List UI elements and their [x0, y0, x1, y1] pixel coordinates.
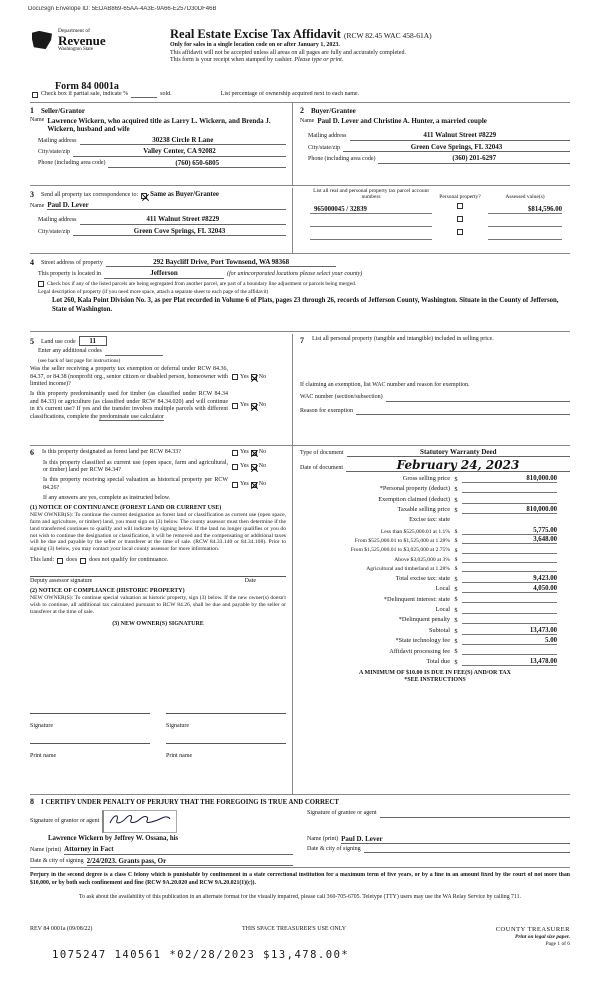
- tax-row: [300, 536, 570, 544]
- grantee-certification: Signature of grantee or agent Name (print) Paul D. Lever Date & city of signing: [307, 808, 570, 868]
- tax-row: [300, 637, 570, 645]
- dept-of-label: Department of: [58, 28, 90, 34]
- tax-row-value: 810,000.00: [462, 506, 557, 514]
- s6q2-no-checkbox[interactable]: [251, 464, 257, 470]
- parcel-number: 965000045 / 32839: [310, 206, 432, 214]
- assessed-value: $814,596.00: [488, 206, 562, 214]
- legal-description-label: Legal description of property (if you need more space, attach a separate sheet to each page of the affidavit): [38, 288, 269, 295]
- property-street: 292 Baycliff Drive, Port Townsend, WA 98368: [106, 258, 337, 267]
- tax-row: [300, 546, 570, 554]
- treasurer-space-label: THIS SPACE TREASURER'S USE ONLY: [241, 926, 347, 932]
- tax-row: [300, 516, 570, 524]
- personal-property-section: 7 List all personal property (tangible and intangible) included in selling price. If claiming an exemption, list WAC number and reason for exemption. WAC number (section/subsection) Reason for exemption: [293, 334, 570, 445]
- deputy-date-label: Date: [244, 577, 256, 584]
- tax-row-dollar: $: [454, 648, 458, 656]
- tax-row-dollar: $: [454, 596, 458, 604]
- new-owner-print-name-line-2[interactable]: [166, 732, 286, 744]
- timber-question-row: Is this property predominantly used for timber (as classified under RCW 84.34 and 84.33) or agriculture (as classified under RCW 84.34.020) and will continue in it's current use? If yes and the transfer involves multiple parcels with different classifications, complete the predominate use calculator Yes No: [30, 391, 267, 420]
- assessed-value: [488, 239, 562, 240]
- same-as-buyer-checkbox[interactable]: [141, 193, 147, 199]
- tax-row-dollar: $: [454, 575, 458, 583]
- washington-state-icon: [30, 30, 54, 50]
- landuse-and-personal-property: [30, 334, 570, 446]
- grantee-signature-line[interactable]: [380, 811, 570, 818]
- tax-row-dollar: $: [454, 528, 458, 535]
- forest-land-question: 6 Is this property designated as forest land per RCW 84.33? Yes No: [30, 448, 267, 457]
- s6q3-yes-checkbox[interactable]: [232, 482, 238, 488]
- tax-row-label: Total due: [426, 657, 450, 665]
- parcel-section: [293, 188, 570, 253]
- tax-row-dollar: $: [454, 538, 458, 545]
- s6q2-yes-checkbox[interactable]: [232, 464, 238, 470]
- additional-codes-note: (see back of last page for instructions): [38, 357, 121, 364]
- tax-row: [300, 658, 570, 666]
- tax-row-value: 4,050.00: [462, 585, 557, 593]
- same-as-buyer-label: Same as Buyer/Grantee: [150, 190, 219, 198]
- county-note: (for unincorporated locations please select your county): [227, 271, 363, 278]
- tax-row-label: *Personal property (deduct): [379, 485, 450, 493]
- tax-row-value: [462, 496, 557, 504]
- tax-row-value: 13,473.00: [462, 627, 557, 635]
- legal-size-note: Print on legal size paper.: [515, 934, 570, 940]
- land-qualify-row: This land: does does not qualify for continuance.: [30, 557, 169, 564]
- land-use-code[interactable]: 11: [79, 336, 107, 346]
- assessed-value: [488, 226, 562, 227]
- parcel-rows: [310, 201, 570, 240]
- tax-row-label: Taxable selling price: [397, 506, 450, 514]
- personal-property-checkbox[interactable]: [457, 203, 463, 209]
- tax-row-value: [462, 546, 557, 554]
- tax-row: [300, 475, 570, 483]
- certification-section: 8 I CERTIFY UNDER PENALTY OF PERJURY THAT THE FOREGOING IS TRUE AND CORRECT Signature of grantor or agent Lawrence Wickern by Jeffrey W. Ossana, his Name (print) Attorney in Fact Date & city of signing 2/24/2023. Grants pass, Or Signature of grantee or agent Name (print) Paul D. Lever Date & city of signing: [30, 794, 570, 868]
- dor-logo: [30, 28, 158, 52]
- document-date: February 24, 2023: [346, 459, 570, 472]
- personal-property-checkbox[interactable]: [457, 216, 463, 222]
- tax-row: [300, 647, 570, 655]
- buyer-mailing: 411 Walnut Street #8229: [350, 131, 571, 140]
- exemption-reason-blank[interactable]: [356, 408, 570, 415]
- form-number: Form 84 0001a: [55, 81, 119, 92]
- tax-row-value: [462, 647, 557, 655]
- certification-title: I CERTIFY UNDER PENALTY OF PERJURY THAT THE FOREGOING IS TRUE AND CORRECT: [41, 799, 339, 806]
- predominate-use-calculator-link[interactable]: predominate use calculator: [99, 413, 164, 420]
- tax-row: [300, 627, 570, 635]
- parcel-table-header: List all real and personal property tax parcel account numbers Personal property? Assessed value(s): [313, 188, 545, 201]
- answers-yes-instruction: If any answers are yes, complete as instructed below.: [43, 494, 171, 501]
- tax-computation-section: Type of document Statutory Warranty Deed Date of document February 24, 2023 Gross selling price $ 810,000.00 *Personal property (deduct) $ Exemption claimed (deduct) $ Taxable selling price $ 810,000.00 Excise tax: state Less than $525,000.01 at 1.1% $ 5,775.00 From $525,000.01 to $1,525,000 at 1.28% $ 3,648.00 From $1,525,000.01 to $3,025,000 at 2.75% $ Above $3,025,000 at 3% $ Agricultural and timberland at 1.28% $ Total excise tax: state $ 9,423.00 Local $ 4,050.00 *Delinquent interest: state $ Local $ *Delinquent penalty $ Subtotal $ 13,473.00 *State technology fee $ 5.00 Affidavit processing fee $ Total due $ 13,478.00 A MINIMUM OF $10.00 IS DUE IN FEE(S) AND/OR TAX *SEE INSTRUCTIONS: [293, 446, 570, 794]
- current-use-question: Is this property classified as current use (open space, farm and agricultural, or timber) land per RCW 84.34? Yes No: [43, 459, 267, 473]
- tax-row-dollar: $: [454, 556, 458, 563]
- historic-property-question: Is this property receiving special valuation as historical property per RCW 84.26? Yes No: [43, 477, 267, 491]
- correspondence-mailing: 411 Walnut Street #8229: [80, 215, 287, 224]
- tax-row-label: Subtotal: [429, 626, 450, 634]
- personal-property-blank-area[interactable]: [300, 348, 570, 382]
- parcel-number: [310, 239, 432, 240]
- tax-row-label: Excise tax: state: [409, 516, 450, 524]
- tax-row: [300, 564, 570, 572]
- tax-row-value: [462, 606, 557, 614]
- treasurer-stamp: 1075247 140561 *02/28/2023 $13,478.00*: [52, 949, 350, 961]
- property-section: 4 Street address of property 292 Baycliff Drive, Port Townsend, WA 98368 This property is located in Jefferson (for unincorporated locations please select your county) Check box if any of the listed parcels are being segregated from another parcel, are part of a boundary line adjustment or parcels being merged. Legal description of property (if you need more space, attach a separate sheet to each page of the affidavit) Lot 260, Kala Point Division No. 3, as per Plat recorded in Volume 6 of Plats, pages 23 through 26, records of Jefferson County, Washington. Situate in the County of Jefferson, State of Washington.: [30, 256, 570, 332]
- ownership-note: List percentage of ownership acquired next to each name.: [220, 91, 360, 97]
- tax-row-label: Local: [435, 585, 450, 593]
- tax-row-dollar: $: [454, 566, 458, 573]
- grantor-signature[interactable]: [102, 810, 177, 833]
- tax-row-dollar: $: [454, 606, 458, 614]
- tax-row-value: 3,648.00: [462, 536, 557, 544]
- tax-row-label: Less than $525,000.01 at 1.1%: [380, 528, 450, 535]
- tax-row-value: 13,478.00: [462, 658, 557, 666]
- correspondence-and-parcels: [30, 188, 570, 254]
- tax-row-dollar: $: [454, 547, 458, 554]
- s5q2-no-checkbox[interactable]: [251, 403, 257, 409]
- segregated-checkbox[interactable]: [38, 281, 44, 287]
- seller-name: Lawrence Wickern, who acquired title as Larry L. Wickern, and Brenda J. Wickern, husband and wife: [47, 117, 271, 134]
- tax-row-label: *Delinquent interest: state: [383, 595, 450, 603]
- parties-section: [30, 102, 570, 186]
- tax-row-label: Agricultural and timberland at 1.28%: [366, 566, 450, 573]
- buyer-city: Green Cove Springs, FL 32043: [343, 143, 570, 152]
- land-does-not-checkbox[interactable]: [80, 558, 86, 564]
- tax-row-dollar: $: [454, 586, 458, 594]
- tax-row-label: From $525,000.01 to $1,525,000 at 1.28%: [354, 537, 450, 544]
- personal-property-checkbox[interactable]: [457, 229, 463, 235]
- grantor-printed-line: Lawrence Wickern by Jeffrey W. Ossana, his: [48, 835, 179, 842]
- tax-row-value: [462, 595, 557, 603]
- header-note-1: Only for sales in a single location code on or after January 1, 2023.: [170, 41, 340, 48]
- grantor-name-print: Attorney in Fact: [64, 845, 293, 854]
- correspondence-name: Paul D. Lever: [47, 201, 286, 210]
- header-note-2: This affidavit will not be accepted unless all areas on all pages are fully and accurately completed.: [170, 49, 406, 56]
- tax-row-value: 5.00: [462, 637, 557, 645]
- tax-row: [300, 606, 570, 614]
- tax-row: [300, 527, 570, 535]
- correspondence-city: Green Cove Springs, FL 32043: [73, 227, 286, 236]
- county-treasurer-label: COUNTY TREASURER: [495, 926, 570, 933]
- tax-row: [300, 485, 570, 493]
- tax-row: [300, 585, 570, 593]
- additional-codes-blank[interactable]: [105, 349, 163, 356]
- legal-description: Lot 260, Kala Point Division No. 3, as per Plat recorded in Volume 6 of Plats, pages 23 through 26, records of Jefferson County, Washington. Situate in the County of Jefferson, State of Washington.: [52, 296, 559, 313]
- deputy-assessor-label: Deputy assessor signature: [30, 577, 93, 584]
- revenue-label: Revenue: [58, 33, 106, 48]
- tax-row-label: *Delinquent penalty: [398, 616, 450, 624]
- tax-row-label: Affidavit processing fee: [389, 647, 450, 655]
- rev-number: REV 84 0001a (09/08/22): [30, 926, 93, 932]
- parcel-row: [310, 227, 570, 240]
- washington-state-label: Washington State: [58, 47, 94, 52]
- notice-compliance-body: NEW OWNER(S): To continue special valuation as historic property, sign (3) below. If the new owner(s) doesn't wish to continue, all additional tax calculated pursuant to RCW 84.26, shall be due and payable by the seller or transferer at the time of sale.: [30, 595, 286, 615]
- seller-city: Valley Center, CA 92082: [73, 147, 286, 156]
- parcel-table: [310, 188, 570, 240]
- alt-format-note: To ask about the availability of this publication in an alternate format for the visually impaired, please call 360-705-6705. Teletype (TTY) users may use the WA Relay Service by calling 711.: [79, 894, 521, 900]
- partial-sale-percent-blank[interactable]: [131, 91, 157, 98]
- tax-row-value: [462, 564, 557, 572]
- new-owner-signature-line-1[interactable]: [30, 628, 150, 714]
- tax-row-dollar: $: [454, 496, 458, 504]
- partial-sale-checkbox[interactable]: [32, 92, 38, 98]
- tax-row-label: Gross selling price: [402, 474, 450, 482]
- s6q1-yes-checkbox[interactable]: [232, 450, 238, 456]
- form-title: Real Estate Excise Tax Affidavit: [170, 28, 341, 41]
- designation-section: 6 Is this property designated as forest land per RCW 84.33? Yes No Is this property classified as current use (open space, farm and agricultural, or timber) land per RCW 84.34? Yes No Is this property receiving special valuation as historical property per RCW 84.26? Yes No If any answers are yes, complete as instructed below. (1) NOTICE OF CONTINUANCE (FOREST LAND OR CURRENT USE) NEW OWNER(S): To continue the current designation as forest land or classification as current use (open space, farm and agriculture, or timber) land, you must sign on (3) below. The county assessor must then determine if the land transferred continues to qualify and will indicate by signing below. If the land no longer qualifies or you do not wish to continue the designation or classification, it will be removed and the compensating or additional taxes will be due and payable by the seller or transferer at the time of sale. (RCW 84.33.140 or 84.34.108). Prior to signing (3) below, you may contact your local county assessor for more information. This land: does does not qualify for continuance. Deputy assessor signature Date (2) NOTICE OF COMPLIANCE (HISTORIC PROPERTY) NEW OWNER(S): To continue special valuation as historic property, sign (3) below. If the new owner(s) doesn't wish to continue, all additional tax calculated pursuant to RCW 84.26, shall be due and payable by the seller or transferer at the time of sale. (3) NEW OWNER(S) SIGNATURE Signature Signature Print name Print name: [30, 446, 293, 794]
- page-number: Page 1 of 6: [545, 941, 570, 947]
- land-does-checkbox[interactable]: [57, 558, 63, 564]
- grantor-certification: Signature of grantor or agent Lawrence Wickern by Jeffrey W. Ossana, his Name (print) Attorney in Fact Date & city of signing 2/24/2023. Grants pass, Or: [30, 808, 293, 868]
- tax-row-dollar: $: [454, 617, 458, 625]
- tax-row-value: [462, 555, 557, 563]
- tax-row: [300, 555, 570, 563]
- property-county: Jefferson: [104, 269, 224, 278]
- docusign-envelope-id: DocuSign Envelope ID: 5EDAB869-65AA-4A3E-9A66-E257D30DF46B: [28, 6, 217, 12]
- parcel-number: [310, 226, 432, 227]
- seller-section: 1 Seller/Grantor Name Lawrence Wickern, who acquired title as Larry L. Wickern, and Brenda J. Wickern, husband and wife Mailing address 30238 Circle R Lane City/state/zip Valley Center, CA 92082 Phone (including area code) (760) 650-6805: [30, 103, 293, 185]
- tax-row: [300, 506, 570, 514]
- tax-row-value: 5,775.00: [462, 527, 557, 535]
- tax-row-label: From $1,525,000.01 to $3,025,000 at 2.75%: [350, 547, 450, 554]
- partial-sale-row: Check box if partial sale, indicate % sold. List percentage of ownership acquired next to each name.: [32, 91, 570, 99]
- minimum-fee-note: A MINIMUM OF $10.00 IS DUE IN FEE(S) AND/OR TAX: [359, 669, 511, 676]
- tax-row-dollar: $: [454, 486, 458, 494]
- title-block: [170, 28, 432, 65]
- seller-mailing: 30238 Circle R Lane: [80, 136, 287, 145]
- signature-squiggle-icon: [108, 812, 172, 826]
- tax-row-dollar: $: [454, 475, 458, 483]
- grantor-date-city: 2/24/2023. Grants pass, Or: [87, 857, 293, 866]
- segregated-note: Check box if any of the listed parcels are being segregated from another parcel, are part of a boundary line adjustment or parcels being merged.: [47, 280, 357, 287]
- tax-row-value: [462, 485, 557, 493]
- buyer-name: Paul D. Lever and Christine A. Hunter, a married couple: [317, 117, 487, 125]
- grantee-date-city-line[interactable]: [364, 846, 570, 853]
- tax-row-dollar: $: [454, 638, 458, 646]
- tax-row-label: Total excise tax: state: [395, 574, 450, 582]
- exemption-claim-text: If claiming an exemption, list WAC number and reason for exemption.: [300, 381, 470, 388]
- tax-row: [300, 575, 570, 583]
- classification-and-tax: [30, 446, 570, 794]
- tax-row-value: 810,000.00: [462, 475, 557, 483]
- tax-row-dollar: $: [454, 627, 458, 635]
- grantee-name-print: Paul D. Lever: [341, 835, 570, 844]
- tax-row-dollar: $: [454, 658, 458, 666]
- wac-number-blank[interactable]: [386, 395, 570, 402]
- notice-continuance-body: NEW OWNER(S): To continue the current designation as forest land or classification as current use (open space, farm and agriculture, or timber) land, you must sign on (3) below. The county assessor must then determine if the land transferred continues to qualify and will indicate by signing below. If the land no longer qualifies or you do not wish to continue the designation or classification, it will be removed and the compensating or additional taxes will be due and payable by the seller or transferer at the time of sale. (RCW 84.33.140 or 84.34.108). Prior to signing (3) below, you may contact your local county assessor for more information.: [30, 512, 286, 553]
- notice-continuance-title: (1) NOTICE OF CONTINUANCE (FOREST LAND OR CURRENT USE): [30, 505, 222, 511]
- perjury-notice: Perjury in the second degree is a class C felony which is punishable by confinement in a state correctional institution for a maximum term of five years, or by a fine in an amount fixed by the court of not more than $10,000, or by both such confinement and fine (RCW 9A.20.020 and RCW 9A.20.021(1)(c)).: [30, 872, 570, 886]
- s5q1-yes-checkbox[interactable]: [232, 374, 238, 380]
- tax-row: [300, 616, 570, 624]
- dor-logo-text: [58, 28, 106, 52]
- buyer-phone: (360) 201-6297: [378, 154, 570, 163]
- tax-row-value: 9,423.00: [462, 575, 557, 583]
- tax-row-value: [462, 616, 557, 624]
- document-type: Statutory Warranty Deed: [347, 448, 570, 457]
- exemption-question-row: Was the seller receiving a property tax exemption or deferral under RCW 84.36, 84.37, or 84.38 (nonprofit org., senior citizen or disabled person, homeowner with limited income)? Yes No: [30, 366, 267, 387]
- personal-property-text: List all personal property (tangible and intangible) included in selling price.: [312, 336, 494, 342]
- header-note-3: This form is your receipt when stamped by cashier. Please type or print.: [170, 57, 344, 64]
- new-owner-signature-title: (3) NEW OWNER(S) SIGNATURE: [112, 620, 204, 627]
- s5q1-no-checkbox[interactable]: [251, 374, 257, 380]
- tax-row-label: Above $3,025,000 at 3%: [394, 556, 450, 563]
- deputy-assessor-signature-line[interactable]: [30, 567, 286, 577]
- s6q1-no-checkbox[interactable]: [251, 450, 257, 456]
- notice-compliance-title: (2) NOTICE OF COMPLIANCE (HISTORIC PROPERTY): [30, 588, 185, 595]
- s6q3-no-checkbox[interactable]: [251, 482, 257, 488]
- form-header: [30, 28, 570, 76]
- tax-correspondence-section: 3 Send all property tax correspondence to: Same as Buyer/Grantee Name Paul D. Lever Mailing address 411 Walnut Street #8229 City/state/zip Green Cove Springs, FL 32043: [30, 188, 293, 253]
- land-use-section: 5 Land use code 11 Enter any additional codes (see back of last page for instructions) Was the seller receiving a property tax exemption or deferral under RCW 84.36, 84.37, or 84.38 (nonprofit org., senior citizen or disabled person, homeowner with limited income)? Yes No Is this property predominantly used for timber (as classified under RCW 84.34 and 84.33) or agriculture (as classified under RCW 84.34.020) and will continue in it's current use? If yes and the transfer involves multiple parcels with different classifications, complete the predominate use calculator Yes No: [30, 334, 293, 445]
- see-instructions-note: *SEE INSTRUCTIONS: [404, 676, 466, 683]
- new-owner-print-name-line-1[interactable]: [30, 732, 150, 744]
- s5q2-yes-checkbox[interactable]: [232, 403, 238, 409]
- tax-row: [300, 496, 570, 504]
- tax-table: [300, 475, 570, 666]
- tax-row-label: *State technology fee: [395, 637, 450, 645]
- seller-phone: (760) 650-6805: [108, 159, 286, 168]
- tax-row: [300, 595, 570, 603]
- buyer-section: 2 Buyer/Grantee Name Paul D. Lever and Christine A. Hunter, a married couple Mailing address 411 Walnut Street #8229 City/state/zip Green Cove Springs, FL 32043 Phone (including area code) (360) 201-6297: [293, 103, 570, 185]
- tax-row-label: Exemption claimed (deduct): [378, 495, 450, 503]
- footer-row: [30, 926, 570, 947]
- tax-row-dollar: $: [454, 506, 458, 514]
- form-rcw: (RCW 82.45 WAC 458-61A): [343, 31, 432, 40]
- tax-row-label: Local: [435, 605, 450, 613]
- new-owner-signature-line-2[interactable]: [166, 628, 286, 714]
